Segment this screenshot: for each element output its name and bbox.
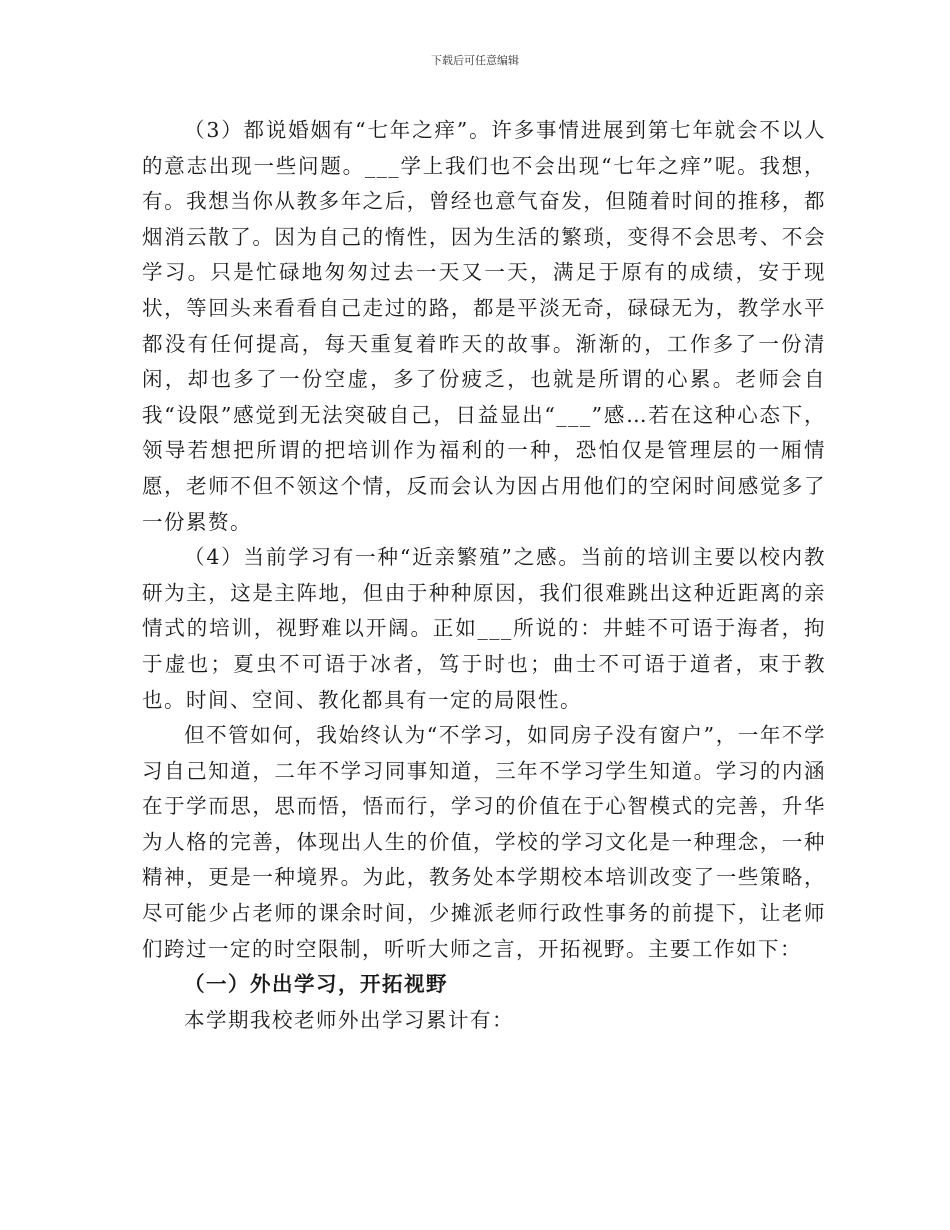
paragraph-seven-year-itch: （3）都说婚姻有“七年之痒”。许多事情进展到第七年就会不以人的意志出现一些问题。___学上我们也不会出现“七年之痒”呢。我想，有。我想当你从教多年之后，曾经也意气奋发，但随着时间的推移，都烟消云散了。因为自己的惰性，因为生活的繁琐，变得不会思考、不会学习。只是忙碌地匆匆过去一天又一天，满足于原有的成绩，安于现状，等回头来看看自己走过的路，都是平淡无奇，碌碌无为，教学水平都没有任何提高，每天重复着昨天的故事。渐渐的，工作多了一份清闲，却也多了一份空虚，多了份疲乏，也就是所谓的心累。老师会自我“设限”感觉到无法突破自己，日益显出“___”感…若在这种心态下，领导若想把所谓的把培训作为福利的一种，恐怕仅是管理层的一厢情愿，老师不但不领这个情，反而会认为因占用他们的空闲时间感觉多了一份累赘。 bbox=[142, 118, 826, 534]
paragraph-learning-importance: 但不管如何，我始终认为“不学习，如同房子没有窗户”，一年不学习自己知道，二年不学习同事知道，三年不学习学生知道。学习的内涵在于学而思，思而悟，悟而行，学习的价值在于心智模式的完善，升华为人格的完善，体现出人生的价值，学校的学习文化是一种理念，一种精神，更是一种境界。为此，教务处本学期校本培训改变了一些策略，尽可能少占老师的课余时间，少摊派老师行政性事务的前提下，让老师们跨过一定的时空限制，听听大师之言，开拓视野。主要工作如下： bbox=[142, 723, 826, 961]
section-heading: （一）外出学习，开拓视野 bbox=[184, 972, 448, 997]
paragraph-inbreeding: （4）当前学习有一种“近亲繁殖”之感。当前的培训主要以校内教研为主，这是主阵地，但由于种种原因，我们很难跳出这种近距离的亲情式的培训，视野难以开阔。正如___所说的：井蛙不可语于海者，拘于虚也；夏虫不可语于冰者，笃于时也；曲士不可语于道者，束于教也。时间、空间、教化都具有一定的局限性。 bbox=[142, 545, 826, 712]
paragraph-external-study: 本学期我校老师外出学习累计有： bbox=[184, 1007, 514, 1032]
document-body bbox=[142, 113, 826, 1038]
page-header: 下载后可任意编辑 bbox=[431, 54, 519, 67]
